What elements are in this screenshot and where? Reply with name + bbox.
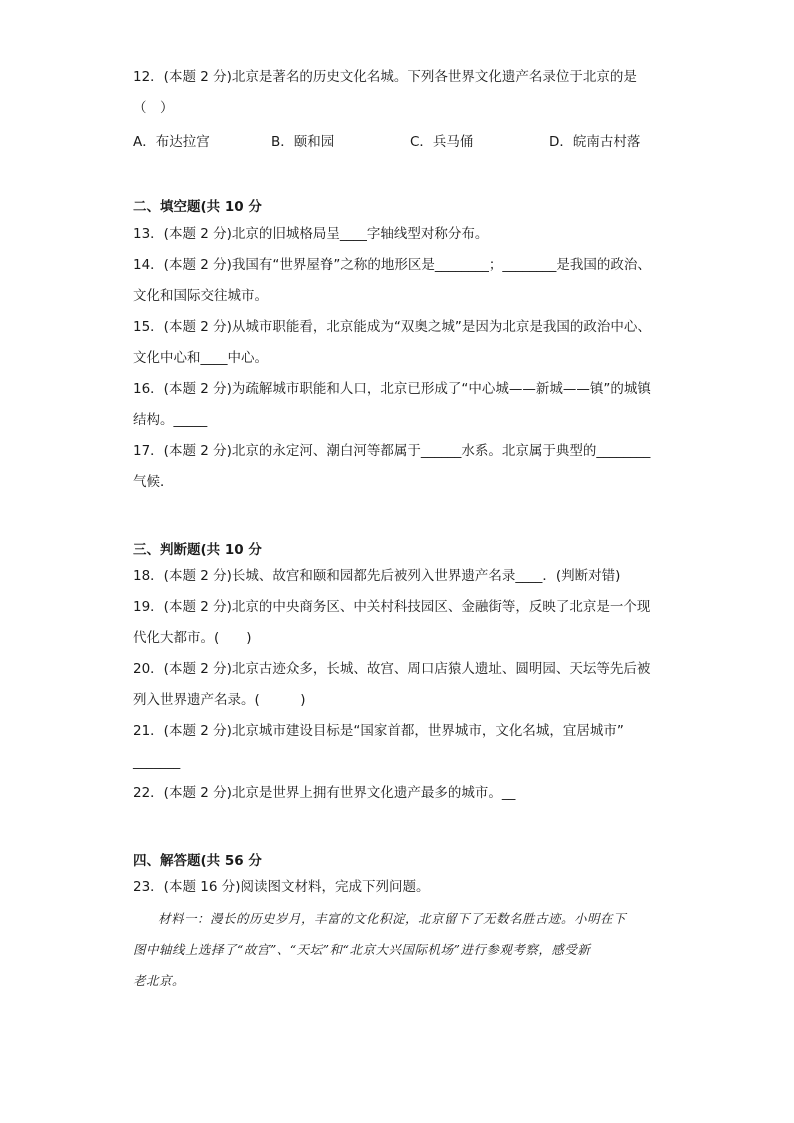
q19-line2: 代化大都市。( ) [133, 630, 252, 646]
q15-line1: 15．(本题 2 分)从城市职能看，北京能成为“双奥之城”是因为北京是我国的政治中心、 [133, 319, 651, 335]
section-heading-fill-in: 二、填空题(共 10 分 [133, 199, 262, 215]
q21-line2: _______ [133, 754, 181, 770]
q12-stem-line1: 12．(本题 2 分)北京是著名的历史文化名城。下列各世界文化遗产名录位于北京的是 [133, 69, 637, 85]
section-heading-true-false: 三、判断题(共 10 分 [133, 542, 262, 558]
material-line1: 材料一：漫长的历史岁月，丰富的文化积淀，北京留下了无数名胜古迹。小明在下 [158, 911, 627, 926]
q17-line2: 气候． [133, 474, 174, 490]
q14-line2: 文化和国际交往城市。 [133, 288, 268, 304]
q12-option-d: D．皖南古村落 [549, 134, 641, 150]
material-line2: 图中轴线上选择了“故宫”、“天坛”和“北京大兴国际机场”进行参观考察，感受新 [133, 942, 591, 957]
q15-line2: 文化中心和____中心。 [133, 350, 268, 366]
q22-line: 22．(本题 2 分)北京是世界上拥有世界文化遗产最多的城市。__ [133, 785, 516, 801]
q12-option-a: A．布达拉宫 [133, 134, 210, 150]
q12-option-b: B．颐和园 [271, 134, 335, 150]
q13-line: 13．(本题 2 分)北京的旧城格局呈____字轴线型对称分布。 [133, 226, 489, 242]
q14-line1: 14．(本题 2 分)我国有“世界屋脊”之称的地形区是________；________是我国的政治、 [133, 257, 651, 273]
q20-line2: 列入世界遗产名录。( ) [133, 692, 306, 708]
q12-stem-line2: （ ） [133, 100, 174, 116]
q21-line1: 21．(本题 2 分)北京城市建设目标是“国家首都，世界城市，文化名城，宜居城市” [133, 723, 624, 739]
q19-line1: 19．(本题 2 分)北京的中央商务区、中关村科技园区、金融街等，反映了北京是一个现 [133, 599, 651, 615]
q12-option-c: C．兵马俑 [410, 134, 474, 150]
q16-line1: 16．(本题 2 分)为疏解城市职能和人口，北京已形成了“中心城——新城——镇”的城镇 [133, 381, 651, 397]
material-line3: 老北京。 [133, 973, 186, 988]
q17-line1: 17．(本题 2 分)北京的永定河、潮白河等都属于______水系。北京属于典型的________ [133, 443, 651, 459]
q20-line1: 20．(本题 2 分)北京古迹众多，长城、故宫、周口店猿人遗址、圆明园、天坛等先后被 [133, 661, 651, 677]
q16-line2: 结构。_____ [133, 412, 208, 428]
q18-line: 18．(本题 2 分)长城、故宫和颐和园都先后被列入世界遗产名录____．(判断对错) [133, 568, 621, 584]
q23-stem: 23．(本题 16 分)阅读图文材料，完成下列问题。 [133, 879, 430, 895]
section-heading-answer: 四、解答题(共 56 分 [133, 853, 262, 869]
